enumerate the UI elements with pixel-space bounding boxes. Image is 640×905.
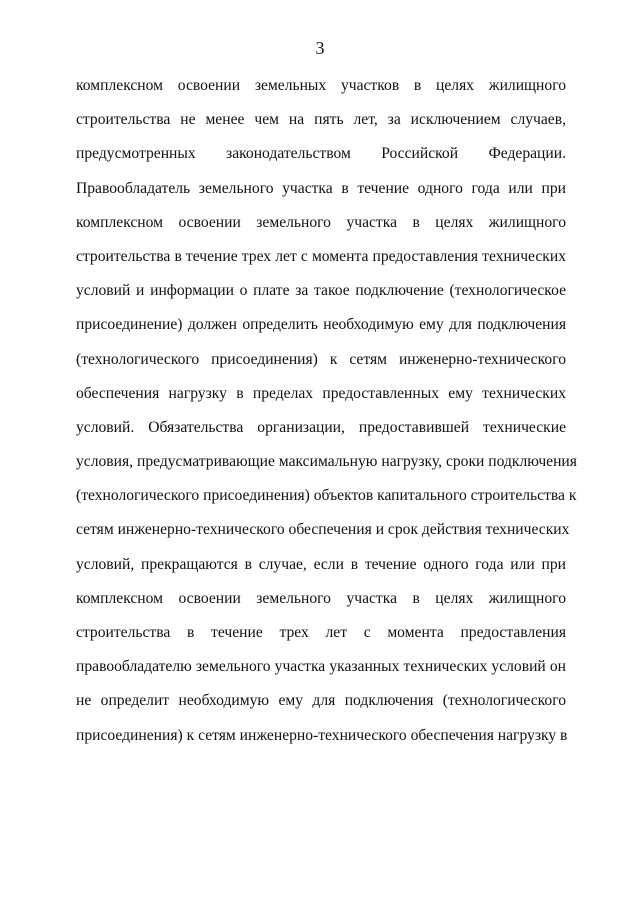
text-line: строительства не менее чем на пять лет, за исключением случаев, (76, 111, 566, 129)
text-line: строительства в течение трех лет с момента предоставления технических (76, 247, 566, 265)
text-line: условий, прекращаются в случае, если в течение одного года или при (76, 555, 566, 573)
text-line: условий. Обязательства организации, предоставившей технические (76, 418, 566, 436)
text-line: условия, предусматривающие максимальную нагрузку, сроки подключения (76, 453, 577, 471)
text-line: присоединения) к сетям инженерно-технического обеспечения нагрузку в (76, 726, 568, 744)
text-line: не определит необходимую ему для подключения (технологического (76, 692, 566, 710)
text-line: правообладателю земельного участка указанных технических условий он (76, 658, 566, 676)
text-line: комплексном освоении земельного участка в целях жилищного (76, 589, 566, 607)
page-number: 3 (315, 38, 325, 58)
text-line: комплексном освоении земельного участка в целях жилищного (76, 213, 566, 231)
text-line: Правообладатель земельного участка в течение одного года или при (76, 179, 566, 197)
text-line: (технологического присоединения) объектов капитального строительства к (76, 487, 577, 505)
text-line: строительства в течение трех лет с момента предоставления (76, 624, 566, 641)
text-line: (технологического присоединения) к сетям инженерно-технического (76, 350, 566, 368)
text-line: сетям инженерно-технического обеспечения и срок действия технических (76, 521, 570, 539)
text-line: комплексном освоении земельных участков в целях жилищного (76, 77, 566, 94)
text-line: условий и информации о плате за такое подключение (технологическое (76, 282, 566, 300)
text-line: обеспечения нагрузку в пределах предоставленных ему технических (76, 384, 566, 402)
text-line: присоединение) должен определить необходимую ему для подключения (76, 316, 566, 334)
body-paragraph (76, 69, 577, 753)
text-line: предусмотренных законодательством Российской Федерации. (76, 145, 566, 163)
